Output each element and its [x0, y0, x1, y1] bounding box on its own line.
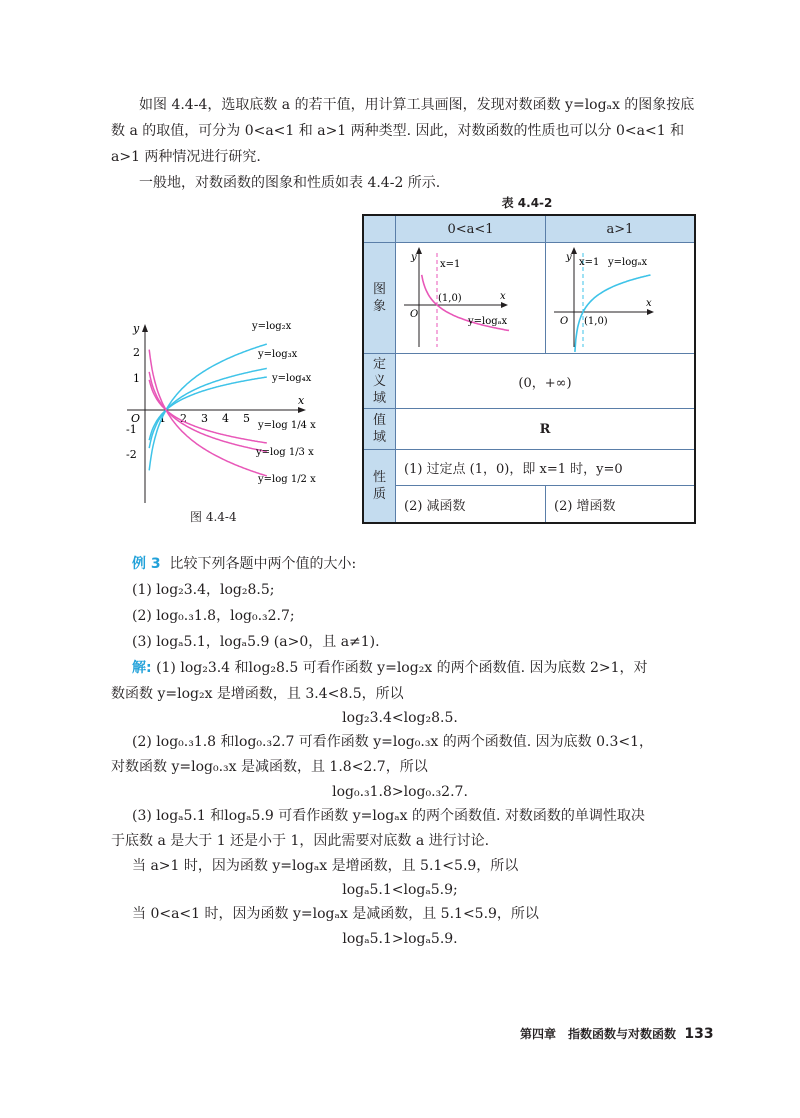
table-title: 表 4.4-2 — [501, 196, 553, 210]
figure-4-4-4 — [112, 318, 324, 518]
curve-label-log3: y=log₃x — [258, 349, 298, 360]
domain-value: (0，+∞) — [396, 354, 694, 409]
solution-3-result-1: logₐ5.1<logₐ5.9; — [342, 882, 458, 898]
svg-text:y: y — [566, 252, 572, 263]
curve-label-log4: y=log₄x — [272, 373, 312, 384]
graph-decreasing — [396, 243, 546, 354]
property-1: (1) 过定点 (1，0)，即 x=1 时，y=0 — [396, 450, 694, 486]
svg-text:y: y — [411, 252, 417, 263]
row-label-props — [364, 450, 396, 522]
property-2-decreasing: (2) 减函数 — [396, 486, 546, 522]
x-tick: 1 — [159, 412, 166, 425]
header-col2: a>1 — [546, 216, 694, 243]
question-2: (2) log₀.₃1.8，log₀.₃2.7; — [132, 608, 295, 624]
solution-1-line-b: 数函数 y=log₂x 是增函数，且 3.4<8.5，所以 — [111, 686, 404, 702]
intro-paragraph: 如图 4.4-4，选取底数 a 的若干值，用计算工具画图，发现对数函数 y=logₐx 的图象按底数 a 的取值，可分为 0<a<1 和 a>1 两种类型. 因此，对数函数的性质也可以分 0<a<1 和 a>1 两种情况进行研究. — [111, 97, 695, 165]
figure-caption: 图 4.4-4 — [190, 510, 237, 524]
curve-label-log-half: y=log 1/2 x — [258, 474, 316, 485]
footer-chapter: 第四章 指数函数与对数函数 — [520, 1027, 677, 1041]
y-tick: 1 — [133, 372, 140, 385]
properties-table — [362, 214, 696, 524]
question-3: (3) logₐ5.1，logₐ5.9 (a>0，且 a≠1). — [132, 634, 380, 650]
intro-paragraph-2: 一般地，对数函数的图象和性质如表 4.4-2 所示. — [139, 175, 441, 191]
question-1: (1) log₂3.4，log₂8.5; — [132, 582, 275, 598]
x-axis-label: x — [298, 394, 305, 407]
solution-2-line-a: (2) log₀.₃1.8 和log₀.₃2.7 可看作函数 y=log₀.₃x 的两个函数值. 因为底数 0.3<1， — [132, 734, 654, 750]
footer — [520, 1025, 714, 1042]
y-tick: 2 — [133, 346, 140, 359]
svg-text:x=1: x=1 — [579, 257, 600, 268]
x-tick: 4 — [222, 412, 229, 425]
svg-text:x: x — [500, 291, 506, 302]
row-label-text: 定 义 域 — [372, 356, 386, 406]
solution-3-case-2: 当 0<a<1 时，因为函数 y=logₐx 是减函数，且 5.1<5.9，所以 — [132, 906, 539, 922]
svg-text:x: x — [646, 298, 652, 309]
solution-2-result: log₀.₃1.8>log₀.₃2.7. — [332, 784, 468, 800]
solution-2-line-b: 对数函数 y=log₀.₃x 是减函数，且 1.8<2.7，所以 — [111, 759, 428, 775]
row-label-image — [364, 243, 396, 354]
graph-increasing — [546, 243, 694, 354]
y-axis-arrow — [142, 324, 148, 332]
increasing-curve — [575, 275, 651, 352]
example-label: 例 3 — [132, 556, 161, 572]
solution-3-line-b: 于底数 a 是大于 1 还是小于 1，因此需要对底数 a 进行讨论. — [111, 833, 490, 849]
row-label-text: 图 象 — [372, 282, 386, 314]
row-label-range — [364, 409, 396, 450]
svg-text:y=logₐx: y=logₐx — [608, 257, 648, 268]
solution-1-result: log₂3.4<log₂8.5. — [342, 710, 458, 726]
property-2-increasing: (2) 增函数 — [554, 498, 616, 514]
page-number: 133 — [684, 1026, 714, 1042]
x-axis-arrow — [298, 407, 306, 413]
y-tick: -2 — [126, 448, 137, 461]
row-label-text: 性 质 — [372, 470, 386, 502]
y-axis-label: y — [133, 322, 140, 335]
y-tick: -1 — [126, 423, 137, 436]
example-title: 比较下列各题中两个值的大小: — [169, 556, 357, 572]
svg-text:(1,0): (1,0) — [438, 293, 462, 304]
row-label-domain — [364, 354, 396, 409]
example-heading — [132, 554, 356, 574]
origin-label: O — [131, 412, 141, 425]
svg-text:O: O — [560, 316, 569, 327]
x-tick: 2 — [180, 412, 187, 425]
x-tick: 5 — [243, 412, 250, 425]
solution-3-result-2: logₐ5.1>logₐ5.9. — [342, 931, 458, 947]
graph-increasing-cell — [546, 243, 694, 354]
x-tick: 3 — [201, 412, 208, 425]
table-corner — [364, 216, 396, 243]
row-label-text: 值 域 — [372, 413, 386, 445]
header-col1: 0<a<1 — [396, 216, 546, 243]
log-curves-graph — [112, 318, 324, 518]
solution-3-case-1: 当 a>1 时，因为函数 y=logₐx 是增函数，且 5.1<5.9，所以 — [132, 858, 519, 874]
graph-decreasing-cell — [396, 243, 546, 354]
solution-3-line-a: (3) logₐ5.1 和logₐ5.9 可看作函数 y=logₐx 的两个函数值. 对数函数的单调性取决 — [132, 808, 645, 824]
svg-text:y=logₐx: y=logₐx — [468, 316, 508, 327]
curve-label-log-quarter: y=log 1/4 x — [258, 420, 316, 431]
solution-1-line-a: 解: (1) log₂3.4 和log₂8.5 可看作函数 y=log₂x 的两个函数值. 因为底数 2>1，对 — [132, 660, 648, 676]
curve-label-log-third: y=log 1/3 x — [256, 447, 314, 458]
curve-label-log2: y=log₂x — [252, 321, 292, 332]
svg-text:x=1: x=1 — [440, 259, 461, 270]
range-value: R — [396, 409, 694, 450]
solution-label: 解: — [132, 660, 152, 676]
svg-text:O: O — [410, 309, 419, 320]
svg-text:(1,0): (1,0) — [584, 316, 608, 327]
